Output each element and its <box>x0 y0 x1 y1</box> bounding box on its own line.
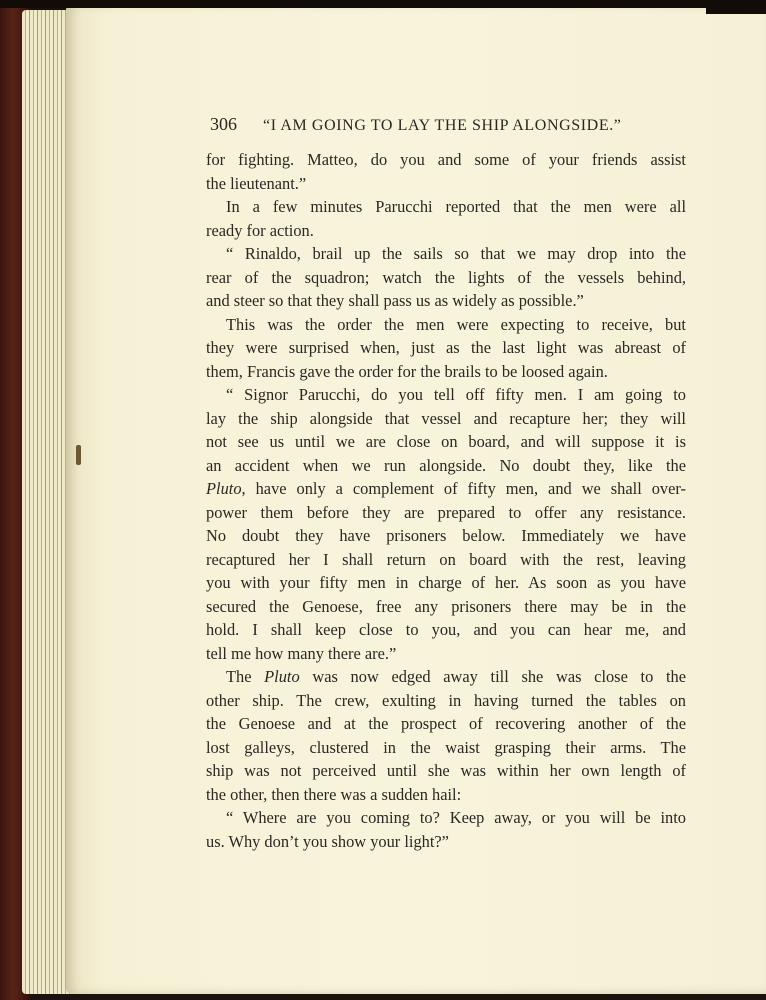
text-line: us. Why don’t you show your light?” <box>206 831 449 851</box>
scan-top-border <box>0 0 766 8</box>
text-line: the other, then there was a sudden hail: <box>206 784 462 804</box>
text-line: them, Francis gave the order for the brails to be loosed again. <box>206 361 608 381</box>
text-line: lost galleys, clustered in the waist grasping their arms. The <box>206 737 686 757</box>
page-margin-mark <box>76 445 81 465</box>
text-line: they were surprised when, just as the last light was abreast of <box>206 338 686 357</box>
body-text <box>206 148 686 853</box>
running-head-title: “I AM GOING TO LAY THE SHIP ALONGSIDE.” <box>263 117 622 134</box>
ship-name-italic: Pluto <box>264 667 300 686</box>
text-line: the Genoese and at the prospect of recovering another of the <box>206 714 686 733</box>
text-line: recaptured her I shall return on board with the rest, leaving <box>206 549 686 569</box>
text-line: The Pluto was now edged away till she was close to the <box>226 667 686 686</box>
text-line: not see us until we are close on board, and will suppose it is <box>206 432 686 451</box>
text-line: secured the Genoese, free any prisoners there may be in the <box>206 596 686 616</box>
text-line: an accident when we run alongside. No doubt they, like the <box>206 455 686 475</box>
text-line: power them before they are prepared to offer any resistance. <box>206 502 686 522</box>
text-line: hold. I shall keep close to you, and you can hear me, and <box>206 620 686 639</box>
text-line: you with your fifty men in charge of her. As soon as you have <box>206 573 686 592</box>
ship-name-italic: Pluto <box>206 479 242 498</box>
running-header <box>210 114 690 135</box>
text-line: other ship. The crew, exulting in having turned the tables on <box>206 690 686 710</box>
text-line: lay the ship alongside that vessel and recapture her; they will <box>206 408 686 428</box>
page-number: 306 <box>210 114 237 134</box>
text-line: ship was not perceived until she was within her own length of <box>206 761 686 780</box>
text-line: for fighting. Matteo, do you and some of your friends assist <box>206 150 686 169</box>
text-line: ready for action. <box>206 220 314 240</box>
text-line: the lieutenant.” <box>206 173 307 193</box>
text-line: No doubt they have prisoners below. Immediately we have <box>206 526 686 545</box>
text-line: “ Signor Parucchi, do you tell off fifty men. I am going to <box>226 385 686 404</box>
text-line: Pluto, have only a complement of fifty men, and we shall over- <box>206 479 686 498</box>
text-line: tell me how many there are.” <box>206 643 397 663</box>
text-line: rear of the squadron; watch the lights of the vessels behind, <box>206 267 686 287</box>
text-line: “ Rinaldo, brail up the sails so that we may drop into the <box>226 244 686 263</box>
text-line: This was the order the men were expecting to receive, but <box>226 314 686 334</box>
text-line: and steer so that they shall pass us as widely as possible.” <box>206 291 584 310</box>
scan-corner <box>706 0 766 14</box>
text-line: In a few minutes Parucchi reported that the men were all <box>226 197 686 216</box>
text-line: “ Where are you coming to? Keep away, or you will be into <box>226 808 686 827</box>
